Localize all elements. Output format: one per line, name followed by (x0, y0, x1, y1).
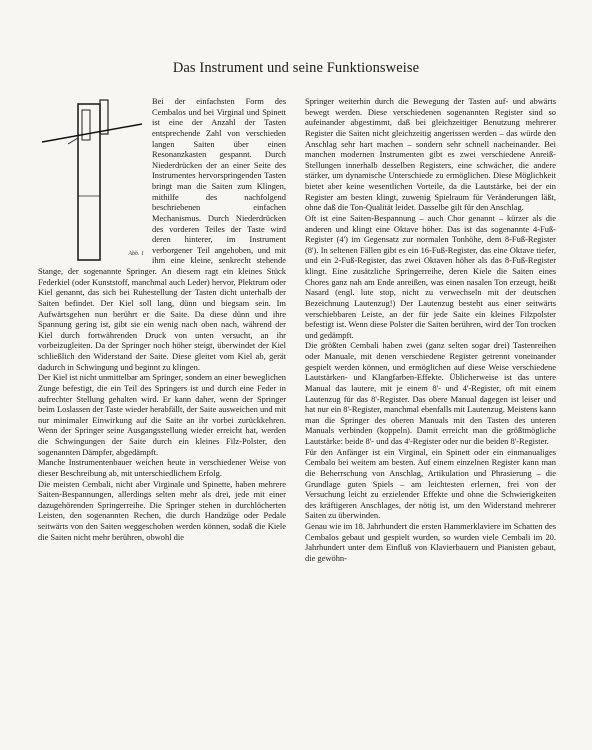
plectrum (68, 138, 78, 144)
left-paragraph-1: Bei der einfachsten Form des Cembalos und bei Virginal und Spinett ist eine der Anzahl der Tasten entsprechende Zahl von verschieden langen Saiten über einen Resonanzkasten gespannt. Durch Niederdrücken der an einer Seite des Instrumentes hervorspringenden Tasten bringt man die Saiten zum Klingen, mithilfe des nachfolgend beschriebenen einfachen Mechanismus. Durch Niederdrücken des vorderen Teiles der Taste wird deren hinterer, im Instrument verborgener Teil angehoben, und mit ihm eine kleine, senkrecht stehende Stange, der sogenannte Springer. An diesem ragt ein kleines Stück Federkiel (oder Kunststoff, manchmal auch Leder) hervor, Plektrum oder Kiel genannt, das sich bei Ruhestellung der Tasten dicht unterhalb der Saiten befindet. Der Kiel soll lang, dünn und biegsam sein. Im Aufwärtsgehen nun berührt er die Saite. Da diese dünn und ihre Spannung gering ist, gibt sie ein wenig nach oben nach, während der Kiel durch fortwährenden Druck von unten versucht, an ihr vorbeizugleiten. Da der Springer noch höher steigt, überwindet der Kiel schließlich den Widerstand der Saite. Diese gleitet vom Kiel ab, gerät dadurch in Schwingung und beginnt zu klingen. (38, 96, 286, 372)
left-paragraph-4: Die meisten Cembali, nicht aber Virginale und Spinette, haben mehrere Saiten-Bespannungen, allerdings selten mehr als drei, jede mit einer dazugehörenden Springerreihe. Die Springer stehen in durchlöcherten Leisten, den sogenannten Rechen, die durch Handzüge oder Pedale seitwärts von den Saiten weggeschoben werden können, sodaß die Kiele die Saiten nicht mehr berühren, obwohl die (38, 478, 286, 542)
right-paragraph-5: Genau wie im 18. Jahrhundert die ersten Hammerklaviere im Schatten des Cembalos gebaut und gespielt wurden, so wurden viele Cembali im 20. Jahrhundert unter dem Einfluß von Klavierbauern und Pianisten gebaut, die gewöhn- (305, 521, 556, 563)
figure-caption: Abb. 1 (128, 251, 144, 258)
jack-tongue (82, 110, 90, 140)
right-column (305, 96, 556, 564)
right-paragraph-3: Die größten Cembali haben zwei (ganz selten sogar drei) Tastenreihen oder Manuale, mit denen verschiedene Register getrennt voneinander gespielt werden können, und ermöglichen auf diese Weise verschiedene Lautstärken- und Klangfarben-Effekte. Üblicherweise ist das untere Manual das lautere, mit je einem 8'- und 4'-Register, oft mit einem Lautenzug für das 8'-Register. Das obere Manual dagegen ist leiser und hat nur ein 8'-Register, manchmal ebenfalls mit Lautenzug. Meistens kann man die Springer des oberen Manuals mit den Tasten des unteren Manuals verbinden (koppeln). Damit erreicht man die größtmögliche Lautstärke: beide 8'- und das 4'-Register oder nur die beiden 8'-Register. (305, 340, 556, 446)
left-paragraph-3: Manche Instrumentenbauer weichen heute in verschiedener Weise von dieser Beschreibung ab, mit unterschiedlichem Erfolg. (38, 457, 286, 478)
page-title: Das Instrument und seine Funktionsweise (172, 60, 420, 76)
damper (100, 100, 108, 134)
left-paragraph-2: Der Kiel ist nicht unmittelbar am Springer, sondern an einer beweglichen Zunge befestigt, die ein Teil des Springers ist und durch eine Feder in aufrechter Stellung gehalten wird. Er kann daher, wenn der Springer beim Loslassen der Taste wieder herabfällt, der Saite ausweichen und mit nur minimaler Einwirkung auf die Saite an ihr vorbei zurückkehren. Wenn der Springer seine Ausgangsstellung wieder erreicht hat, werden die Schwingungen der Saite durch ein kleines Filz-Polster, den sogenannten Dämpfer, abgedämpft. (38, 372, 286, 457)
right-paragraph-4: Für den Anfänger ist ein Virginal, ein Spinett oder ein einmanualiges Cembalo bei weitem am besten. Auf einem einzelnen Register kann man die Beherrschung von Anschlag, Artikulation und Phrasierung – die Grundlage guten Spiels – am leichtesten erlernen, frei von der Versuchung leicht zu erzielender Effekte und ohne die Schwierigkeiten des kräftigeren Anschlages, der nötig ist, um den Widerstand mehrerer Saiten zu überwinden. (305, 446, 556, 521)
right-paragraph-1: Springer weiterhin durch die Bewegung der Tasten auf- und abwärts bewegt werden. Diese verschiedenen sogenannten Register sind so aufeinander abgestimmt, daß bei gleichzeitiger Benutzung mehrerer Register die Saiten nicht gleichzeitig angerissen werden – das würde den Anschlag sehr hart machen – sondern sehr schnell nacheinander. Bei manchen modernen Instrumenten gibt es zwei verschiedene Anreiß-Stellungen innerhalb desselben Registers, eine schwächer, die andere stärker, um dynamische Unterschiede zu ermöglichen. Diese Möglichkeit bietet aber keine wesentlichen Vorteile, da die Lautstärke, bei der ein Register am besten klingt, zuwenig Spielraum für Veränderungen läßt, ohne daß die Ton-Qualität leidet. Dasselbe gilt für den Anschlag. (305, 96, 556, 213)
jack-mechanism-illustration (38, 96, 146, 262)
right-paragraph-2: Oft ist eine Saiten-Bespannung – auch Chor genannt – kürzer als die anderen und klingt eine Oktave höher. Das ist das sogenannte 4-Fuß-Register (4') im Gegensatz zur normalen Tonhöhe, dem 8-Fuß-Register (8'). In seltenen Fällen gibt es ein 16-Fuß-Register, das eine Oktave tiefer, und ein 2-Fuß-Register, das zwei Oktaven höher als das 8-Fuß-Register klingt. Eine zusätzliche Springerreihe, deren Kiele die Saiten eines Chores ganz nah am Ende anreißen, was einen nasalen Ton erzeugt, heißt Nasard (engl. lute stop, nicht zu verwechseln mit der deutschen Bezeichnung Lautenzug!) Der Lautenzug besteht aus einer seitwärts verschiebbaren Leiste, an der für jede Saite ein kleines Filzpolster befestigt ist. Wenn diese Polster die Saiten berühren, wird der Ton trocken und gedämpft. (305, 212, 556, 340)
string (42, 124, 142, 142)
jack-mechanism-figure (38, 96, 146, 262)
left-column (38, 96, 286, 542)
jack-outline (78, 104, 100, 260)
